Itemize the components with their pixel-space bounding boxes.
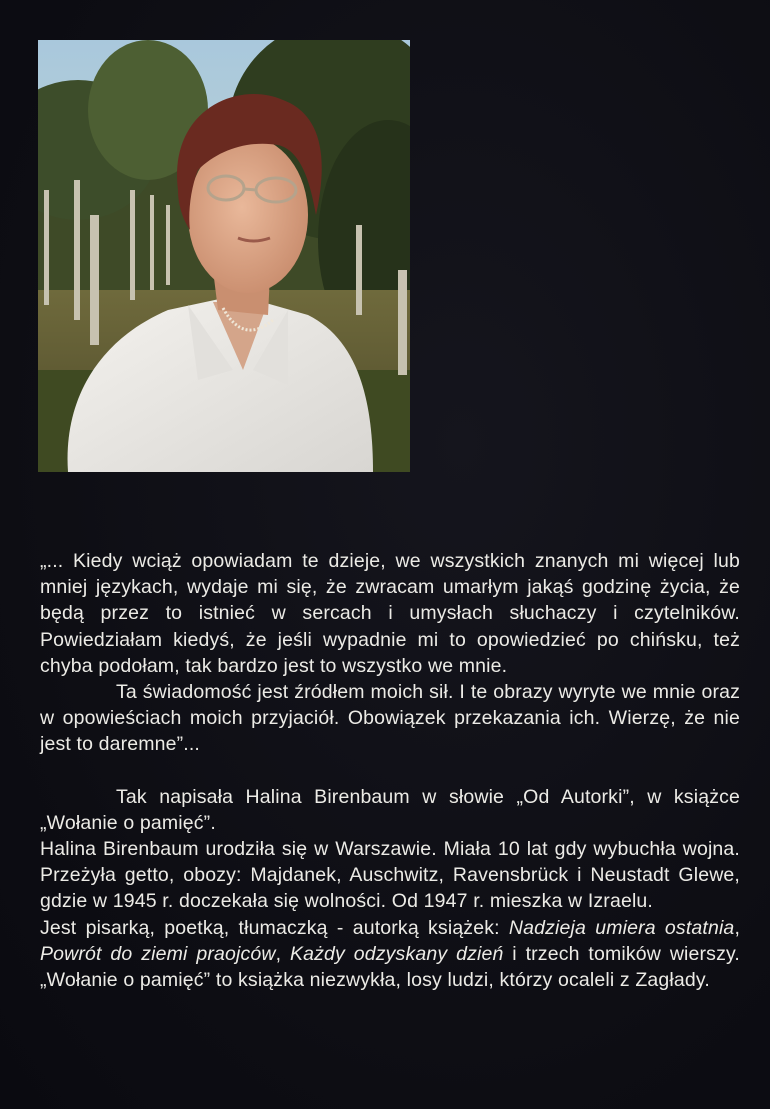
bio-works-separator: , (275, 942, 290, 965)
bio-works-paragraph (40, 915, 740, 994)
quote-paragraph-2: Ta świadomość jest źródłem moich sił. I te obrazy wyryte we mnie oraz w opowieściach moich przyjaciół. Obowiązek przekazania ich. Wierzę, że nie jest to daremne”... (40, 681, 740, 756)
book-title-nadzieja: Nadzieja umiera ostatnia (508, 916, 735, 939)
bio-life-paragraph: Halina Birenbaum urodziła się w Warszawie. Miała 10 lat gdy wybuchła wojna. Przeżyła getto, obozy: Majdanek, Auschwitz, Ravensbrück i Neustadt Glewe, gdzie w 1945 r. doczekała się wolności. Od 1947 r. mieszka w Izraelu. (40, 838, 740, 913)
paragraph-spacer (40, 758, 740, 784)
book-title-powrot: Powrót do ziemi praojców (40, 942, 276, 965)
book-title-kazdy: Każdy odzyskany dzień (289, 942, 504, 965)
bio-works-separator: , (734, 916, 741, 939)
bio-intro-paragraph: Tak napisała Halina Birenbaum w słowie „Od Autorki”, w książce „Wołanie o pamięć”. (40, 785, 740, 834)
bio-works-text: Jest pisarką, poetką, tłumaczką - autorką książek: (40, 916, 509, 939)
back-cover-text (40, 548, 740, 993)
author-portrait-photo (38, 40, 410, 472)
portrait-illustration (38, 40, 410, 472)
quote-paragraph-1: „... Kiedy wciąż opowiadam te dzieje, we wszystkich znanych mi więcej lub mniej językach, wydaje mi się, że zwracam umarłym jakąś godzinę życia, że będą przez to istnieć w sercach i umysłach słuchaczy i czytelników. Powiedziałam kiedyś, że jeśli wypadnie mi to opowiedzieć po chińsku, też chyba podołam, tak bardzo jest to wszystko we mnie. (40, 550, 740, 677)
bio-works-ending: i trzech tomików wierszy. „Wołanie o pamięć” to książka niezwykła, losy ludzi, którzy ocaleli z Zagłady. (40, 942, 741, 992)
